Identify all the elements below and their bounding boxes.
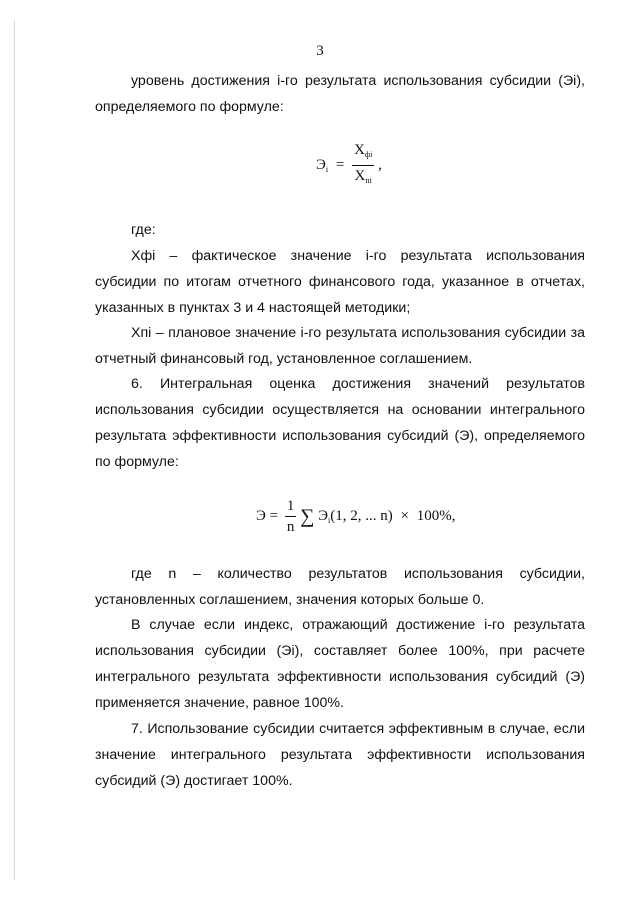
formula-ei-lhs: $Э_i$ bbox=[316, 156, 329, 174]
sum-symbol: ∑ bbox=[300, 505, 315, 528]
definition-n: где n – количество результатов использования субсидии, установленных соглашением, значения которых больше 0. bbox=[95, 566, 585, 608]
paragraph-intro: уровень достижения i-го результата использования субсидии (Эi), определяемого по формуле: bbox=[95, 73, 585, 115]
formula-integral-denominator: n bbox=[286, 519, 295, 535]
formula-integral bbox=[256, 496, 456, 537]
formula-ei-numerator: $Х_{фi}$ bbox=[352, 140, 374, 166]
paragraph-6: 6. Интегральная оценка достижения значений результатов использования субсидии осуществляется на основании интегрального результата эффективности использования субсидий (Э), определяемого по формуле: bbox=[95, 376, 585, 470]
formula-integral-percent: 100%, bbox=[416, 507, 456, 524]
scan-edge-line bbox=[14, 20, 15, 880]
formula-integral-numerator: 1 bbox=[285, 496, 297, 517]
multiply-symbol: × bbox=[400, 507, 409, 524]
formula-ei-fraction bbox=[352, 140, 374, 191]
definition-xp: Хпi – плановое значение i-го результата использования субсидии за отчетный финансовый год, установленное соглашением. bbox=[95, 325, 585, 367]
formula-ei-equals: = bbox=[335, 156, 345, 173]
page-number: 3 bbox=[316, 43, 324, 59]
formula-integral-term: $Э_i$ bbox=[318, 507, 331, 525]
definition-xf: Хфi – фактическое значение i-го результата использования субсидии по итогам отчетного финансового года, указанное в отчетах, указанных в пунктах 3 и 4 настоящей методики; bbox=[95, 248, 585, 316]
formula-ei-denominator: $Х_{пi}$ bbox=[354, 168, 372, 185]
paragraph-7: 7. Использование субсидии считается эффективным в случае, если значение интегрального результата эффективности использования субсидий (Э) достигает 100%. bbox=[95, 721, 585, 789]
formula-ei-comma: , bbox=[378, 156, 382, 173]
where-label: где: bbox=[131, 222, 156, 238]
formula-integral-args: (1, 2, ... n) bbox=[330, 507, 393, 524]
paragraph-case: В случае если индекс, отражающий достижение i-го результата использования субсидии (Эi), составляет более 100%, при расчете интегрального результата эффективности использования субсидий (Э) применяется значение, равное 100%. bbox=[95, 617, 585, 711]
formula-integral-lhs: Э = bbox=[256, 507, 279, 524]
formula-ei bbox=[316, 140, 382, 191]
formula-integral-fraction bbox=[285, 496, 297, 537]
